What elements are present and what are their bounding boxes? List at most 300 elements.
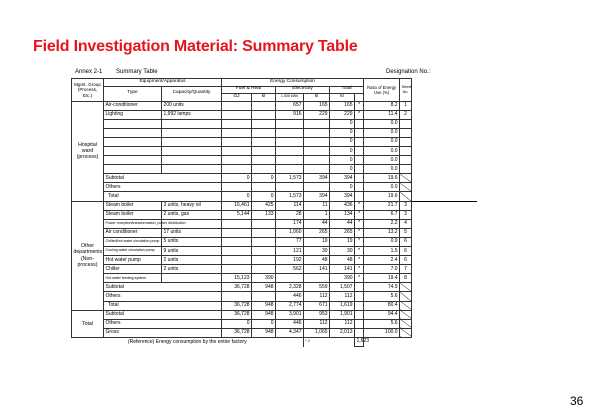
elec-kwh-cell: 2,328 <box>276 283 304 292</box>
ratio-cell: 0.0 <box>364 128 400 137</box>
ratio-cell: 0.0 <box>364 146 400 155</box>
fuel-kl-cell <box>252 119 276 128</box>
star-cell <box>355 174 364 183</box>
fuel-kl-cell: 948 <box>252 328 276 337</box>
kl-unit-total: kl <box>330 94 355 102</box>
fuel-gj-cell <box>222 247 252 256</box>
elec-kwh-cell: 562 <box>276 265 304 274</box>
elec-kl-cell: 953 <box>304 310 330 319</box>
elec-kl-cell <box>304 128 330 137</box>
elec-kl-cell <box>304 183 330 192</box>
ratio-cell: 94.4 <box>364 310 400 319</box>
star-cell: * <box>355 274 364 283</box>
total-kl-cell: 0 <box>330 156 355 165</box>
sheet-no-cell <box>400 310 412 319</box>
elec-kwh-cell: 1,573 <box>276 174 304 183</box>
table-row <box>72 165 478 174</box>
total-kl-cell: 0 <box>330 165 355 174</box>
total-kl-cell: 141 <box>330 265 355 274</box>
ratio-cell: 0.0 <box>364 165 400 174</box>
total-kl-cell: 1,901 <box>330 310 355 319</box>
sheet-no-cell: 6 <box>400 247 412 256</box>
elec-kwh-cell: 916 <box>276 110 304 119</box>
ratio-cell: 21.7 <box>364 201 400 210</box>
star-cell: * <box>355 210 364 219</box>
sheet-no-cell <box>400 174 412 183</box>
elec-kwh-cell: 28 <box>276 210 304 219</box>
fuel-gj-cell: 16,461 <box>222 201 252 210</box>
fuel-kl-cell <box>252 110 276 119</box>
sheet-no-header: Sheet No. <box>400 79 412 102</box>
ratio-cell: 8.2 <box>364 101 400 110</box>
total-kl-cell: 394 <box>330 192 355 201</box>
star-cell: * <box>355 101 364 110</box>
elec-kl-cell: 44 <box>304 219 330 228</box>
fuel-gj-cell <box>222 292 252 301</box>
grand-others-label: Others <box>104 319 222 328</box>
total-kl-cell: 0 <box>330 183 355 192</box>
fuel-kl-cell: 0 <box>252 192 276 201</box>
sheet-no-cell: 2 <box>400 110 412 119</box>
grand-gross-label: Gross <box>104 328 222 337</box>
total-kl-cell: 2,013 <box>330 328 355 337</box>
kl-unit-elec: kl <box>304 94 330 102</box>
fuel-gj-cell <box>222 156 252 165</box>
capacity-cell: 2 units <box>162 256 222 265</box>
elec-kl-cell: 141 <box>304 265 330 274</box>
fuel-kl-cell: 948 <box>252 301 276 310</box>
table-row <box>72 210 478 219</box>
ratio-header: Ratio of Energy Use (%) <box>364 79 400 102</box>
star-cell: * <box>355 256 364 265</box>
elec-kwh-cell <box>276 183 304 192</box>
table-row <box>72 146 478 155</box>
equipment-type-cell: Steam boiler <box>104 201 162 210</box>
sheet-no-cell <box>400 128 412 137</box>
ratio-cell: 5.6 <box>364 319 400 328</box>
capacity-header: Capacity/Quantity <box>162 86 222 101</box>
gj-unit: GJ <box>222 94 252 102</box>
capacity-cell: 17 units <box>162 228 222 237</box>
equipment-type-cell <box>104 156 162 165</box>
table-row <box>72 201 478 210</box>
other-total-label: Total <box>104 301 222 310</box>
fuel-kl-cell <box>252 247 276 256</box>
fuel-kl-cell <box>252 183 276 192</box>
elec-kl-cell <box>304 165 330 174</box>
elec-kwh-cell <box>276 165 304 174</box>
capacity-cell: 5 units <box>162 237 222 246</box>
equipment-type-cell: Chiller <box>104 265 162 274</box>
star-cell: * <box>355 110 364 119</box>
page-number: 36 <box>570 394 584 408</box>
other-others-label: Others <box>104 292 222 301</box>
other-others-row <box>72 292 478 301</box>
hospital-group-label: Hospital ward (process) <box>72 101 104 201</box>
elec-kl-cell: 48 <box>304 256 330 265</box>
ratio-cell: 0.0 <box>364 119 400 128</box>
fuel-kl-cell <box>252 156 276 165</box>
elec-kwh-cell: 1,573 <box>276 192 304 201</box>
equipment-type-cell: Hot water pump <box>104 256 162 265</box>
capacity-cell: 1,992 lamps <box>162 110 222 119</box>
total-kl-cell: 0 <box>330 119 355 128</box>
mgmt-group-header: Mgmt. Group (Process, Etc.) <box>72 79 104 102</box>
sheet-no-cell: 6 <box>400 237 412 246</box>
elec-kl-cell: 1,065 <box>304 328 330 337</box>
equipment-header: Equipment/Apparatus <box>104 79 222 87</box>
elec-kl-cell <box>304 274 330 283</box>
fuel-gj-cell <box>222 119 252 128</box>
elec-kl-cell: 30 <box>304 247 330 256</box>
summary-sheet <box>71 66 477 404</box>
elec-kwh-cell <box>276 146 304 155</box>
elec-kwh-cell: 121 <box>276 247 304 256</box>
fuel-gj-cell: 36,728 <box>222 283 252 292</box>
fuel-kl-cell: 948 <box>252 283 276 292</box>
slide-title: Field Investigation Material: Summary Table <box>33 38 358 55</box>
elec-kl-cell <box>304 119 330 128</box>
total-kl-cell: 0 <box>330 128 355 137</box>
fuel-kl-cell <box>252 128 276 137</box>
total-kl-cell: 390 <box>330 274 355 283</box>
capacity-cell <box>162 146 222 155</box>
total-kl-cell: 229 <box>330 110 355 119</box>
fuel-kl-cell: 948 <box>252 310 276 319</box>
sheet-no-cell: 3 <box>400 210 412 219</box>
annex-label: Annex 2-1 <box>75 69 103 75</box>
fuel-gj-cell <box>222 265 252 274</box>
equipment-type-cell: Steam boiler <box>104 210 162 219</box>
fuel-gj-cell <box>222 183 252 192</box>
elec-kl-cell <box>304 146 330 155</box>
fuel-gj-cell <box>222 237 252 246</box>
ratio-cell: 19.4 <box>364 274 400 283</box>
star-cell <box>355 310 364 319</box>
elec-kl-cell <box>304 137 330 146</box>
elec-kl-cell: 112 <box>304 292 330 301</box>
star-cell <box>355 292 364 301</box>
fuel-kl-cell: 0 <box>252 319 276 328</box>
elec-kwh-cell <box>276 119 304 128</box>
fuel-gj-cell <box>222 137 252 146</box>
table-row <box>72 156 478 165</box>
reference-total-kl: 1,623 <box>355 337 364 346</box>
elec-kwh-cell: 174 <box>276 219 304 228</box>
capacity-cell: 2 units <box>162 265 222 274</box>
total-kl-cell: 19 <box>330 237 355 246</box>
sheet-no-cell: 1 <box>400 101 412 110</box>
fuel-kl-cell: 0 <box>252 174 276 183</box>
fuel-gj-cell: 36,728 <box>222 310 252 319</box>
fuel-gj-cell <box>222 110 252 119</box>
sheet-no-cell <box>400 146 412 155</box>
elec-kl-cell: 265 <box>304 228 330 237</box>
star-cell: * <box>355 265 364 274</box>
capacity-cell: 200 units <box>162 101 222 110</box>
total-header: Total <box>330 86 364 94</box>
sheet-no-cell <box>400 283 412 292</box>
hospital-subtotal-label: Subtotal <box>104 174 222 183</box>
elec-kl-cell: 19 <box>304 237 330 246</box>
elec-kl-cell: 671 <box>304 301 330 310</box>
star-cell: * <box>355 201 364 210</box>
equipment-type-cell: Hot water feeding system <box>104 274 162 283</box>
fuel-kl-cell <box>252 228 276 237</box>
table-row <box>72 110 478 119</box>
capacity-cell <box>162 165 222 174</box>
other-total-row <box>72 301 478 310</box>
elec-kwh-cell: 3,901 <box>276 310 304 319</box>
sheet-no-cell: 7 <box>400 265 412 274</box>
equipment-type-cell <box>104 137 162 146</box>
electricity-header: Electricity <box>276 86 330 94</box>
star-cell <box>355 301 364 310</box>
ratio-cell: 7.0 <box>364 265 400 274</box>
elec-kwh-cell: 1,060 <box>276 228 304 237</box>
elec-kwh-cell <box>276 128 304 137</box>
designation-label: Designation No.: <box>386 69 431 75</box>
grand-gross-row <box>72 328 478 337</box>
table-row <box>72 237 478 246</box>
elec-kwh-cell: 446 <box>276 319 304 328</box>
fuel-gj-cell <box>222 128 252 137</box>
equipment-type-cell <box>104 165 162 174</box>
grand-others-row <box>72 319 478 328</box>
star-cell <box>355 183 364 192</box>
star-cell <box>355 128 364 137</box>
kl-unit: kl <box>252 94 276 102</box>
equipment-type-cell: Cooling water circulation pump <box>104 247 162 256</box>
ratio-cell: 74.9 <box>364 283 400 292</box>
table-row <box>72 219 478 228</box>
hospital-subtotal-row <box>72 174 478 183</box>
fuel-kl-cell <box>252 265 276 274</box>
fuel-gj-cell: 36,728 <box>222 301 252 310</box>
fuel-gj-cell <box>222 146 252 155</box>
elec-kwh-cell <box>276 274 304 283</box>
hospital-total-row <box>72 192 478 201</box>
sheet-no-cell: 6 <box>400 256 412 265</box>
star-cell <box>355 119 364 128</box>
elec-kwh-cell: 2,774 <box>276 301 304 310</box>
sheet-no-cell <box>400 301 412 310</box>
fuel-heat-header: Fuel & Heat <box>222 86 276 94</box>
sheet-no-cell <box>400 119 412 128</box>
fuel-kl-cell <box>252 165 276 174</box>
sheet-no-cell: 4 <box>400 219 412 228</box>
total-kl-cell: 165 <box>330 101 355 110</box>
elec-kwh-cell <box>276 156 304 165</box>
sheet-header <box>71 66 477 78</box>
total-kl-cell: 112 <box>330 319 355 328</box>
equipment-type-cell <box>104 128 162 137</box>
capacity-cell <box>162 274 222 283</box>
total-kl-cell: 134 <box>330 210 355 219</box>
table-row <box>72 247 478 256</box>
elec-kl-cell: 11 <box>304 201 330 210</box>
capacity-cell: 3 units, heavy oil <box>162 201 222 210</box>
fuel-gj-cell: 0 <box>222 174 252 183</box>
star-cell: * <box>355 237 364 246</box>
fuel-gj-cell <box>222 165 252 174</box>
sheet-no-cell <box>400 183 412 192</box>
elec-kl-cell: 229 <box>304 110 330 119</box>
table-row <box>72 265 478 274</box>
capacity-cell <box>162 119 222 128</box>
ratio-cell: 19.6 <box>364 174 400 183</box>
grand-subtotal-label: Subtotal <box>104 310 222 319</box>
grand-total-label: Total <box>72 310 104 337</box>
total-kl-cell: 1,507 <box>330 283 355 292</box>
fuel-gj-cell <box>222 256 252 265</box>
other-subtotal-label: Subtotal <box>104 283 222 292</box>
star-cell <box>355 319 364 328</box>
fuel-kl-cell: 133 <box>252 210 276 219</box>
hospital-total-label: Total <box>104 192 222 201</box>
elec-kwh-cell: 77 <box>276 237 304 246</box>
star-cell <box>355 165 364 174</box>
grand-subtotal-row <box>72 310 478 319</box>
table-row <box>72 274 478 283</box>
other-group-label: Other departments (Non-process) <box>72 201 104 310</box>
ratio-cell: 100.0 <box>364 328 400 337</box>
elec-kl-cell <box>304 156 330 165</box>
equipment-type-cell <box>104 146 162 155</box>
star-cell: * <box>355 219 364 228</box>
hospital-others-label: Others <box>104 183 222 192</box>
reference-label: (Reference) Energy consumption by the entire factory <box>72 337 304 346</box>
elec-kl-cell: 394 <box>304 174 330 183</box>
equipment-type-cell: Air conditioner <box>104 228 162 237</box>
capacity-cell <box>162 156 222 165</box>
fuel-kl-cell <box>252 256 276 265</box>
fuel-kl-cell <box>252 292 276 301</box>
type-header: Type <box>104 86 162 101</box>
equipment-type-cell: Air-conditioner <box>104 101 162 110</box>
elec-kl-cell: 165 <box>304 101 330 110</box>
table-row <box>72 119 478 128</box>
fuel-kl-cell: 390 <box>252 274 276 283</box>
ratio-cell: 6.7 <box>364 210 400 219</box>
star-cell <box>355 156 364 165</box>
reference-row <box>72 337 478 346</box>
kwh-unit: 1,000 kWh <box>276 94 304 102</box>
ratio-cell: 2.4 <box>364 256 400 265</box>
ratio-cell: 11.4 <box>364 110 400 119</box>
capacity-cell: 9 units <box>162 247 222 256</box>
total-kl-cell: 30 <box>330 247 355 256</box>
fuel-gj-cell: 5,144 <box>222 210 252 219</box>
equipment-type-cell <box>104 119 162 128</box>
table-row <box>72 256 478 265</box>
ratio-cell: 0.9 <box>364 237 400 246</box>
fuel-kl-cell <box>252 237 276 246</box>
elec-kwh-cell: 4,347 <box>276 328 304 337</box>
table-row <box>72 228 478 237</box>
fuel-gj-cell <box>222 228 252 237</box>
star-cell <box>355 146 364 155</box>
fuel-gj-cell <box>222 219 252 228</box>
total-kl-cell: 48 <box>330 256 355 265</box>
elec-kwh-cell: 657 <box>276 101 304 110</box>
fuel-kl-cell <box>252 219 276 228</box>
sheet-name: Summary Table <box>116 69 158 75</box>
ratio-cell: 0.0 <box>364 183 400 192</box>
total-kl-cell: 44 <box>330 219 355 228</box>
total-kl-cell: 112 <box>330 292 355 301</box>
elec-kl-cell: 1 <box>304 210 330 219</box>
elec-kwh-cell: 446 <box>276 292 304 301</box>
star-cell: * <box>355 247 364 256</box>
table-row <box>72 128 478 137</box>
equipment-type-cell: Power reception/transformation, power distribution <box>104 219 162 228</box>
ratio-cell: 0.0 <box>364 137 400 146</box>
other-subtotal-row <box>72 283 478 292</box>
sheet-no-cell <box>400 137 412 146</box>
fuel-gj-cell: 0 <box>222 192 252 201</box>
elec-kwh-cell: 114 <box>276 201 304 210</box>
star-cell <box>355 192 364 201</box>
sheet-no-cell <box>400 292 412 301</box>
sheet-no-cell <box>400 156 412 165</box>
equipment-type-cell: Chilled/hot water circulation pump <box>104 237 162 246</box>
ratio-cell: 2.2 <box>364 219 400 228</box>
elec-kl-cell: 112 <box>304 319 330 328</box>
energy-header: Energy Consumption <box>222 79 364 87</box>
table-row <box>72 101 478 110</box>
elec-kl-cell: 559 <box>304 283 330 292</box>
star-cell <box>355 137 364 146</box>
total-kl-cell: 436 <box>330 201 355 210</box>
table-row <box>72 137 478 146</box>
fuel-gj-cell <box>222 101 252 110</box>
capacity-cell <box>162 128 222 137</box>
capacity-cell <box>162 137 222 146</box>
total-kl-cell: 0 <box>330 137 355 146</box>
equipment-type-cell: Lighting <box>104 110 162 119</box>
ratio-cell: 80.4 <box>364 301 400 310</box>
sheet-no-cell <box>400 328 412 337</box>
fuel-kl-cell <box>252 137 276 146</box>
total-kl-cell: 265 <box>330 228 355 237</box>
fuel-gj-cell: 15,123 <box>222 274 252 283</box>
fuel-kl-cell <box>252 101 276 110</box>
total-kl-cell: 1,619 <box>330 301 355 310</box>
ratio-cell: 19.6 <box>364 192 400 201</box>
ratio-cell: 1.5 <box>364 247 400 256</box>
star-cell <box>355 328 364 337</box>
sheet-no-cell <box>400 192 412 201</box>
star-cell: * <box>355 228 364 237</box>
sheet-no-cell: 8 <box>400 274 412 283</box>
reference-mark: * 2 <box>304 337 355 346</box>
elec-kl-cell: 394 <box>304 192 330 201</box>
elec-kwh-cell <box>276 137 304 146</box>
elec-kwh-cell: 192 <box>276 256 304 265</box>
total-kl-cell: 0 <box>330 146 355 155</box>
sheet-no-cell: 5 <box>400 228 412 237</box>
hospital-others-row <box>72 183 478 192</box>
ratio-cell: 0.0 <box>364 156 400 165</box>
ratio-cell: 5.6 <box>364 292 400 301</box>
fuel-gj-cell: 0 <box>222 319 252 328</box>
ratio-cell: 13.2 <box>364 228 400 237</box>
fuel-kl-cell <box>252 146 276 155</box>
star-cell <box>355 283 364 292</box>
summary-table <box>71 78 477 347</box>
sheet-no-cell <box>400 319 412 328</box>
